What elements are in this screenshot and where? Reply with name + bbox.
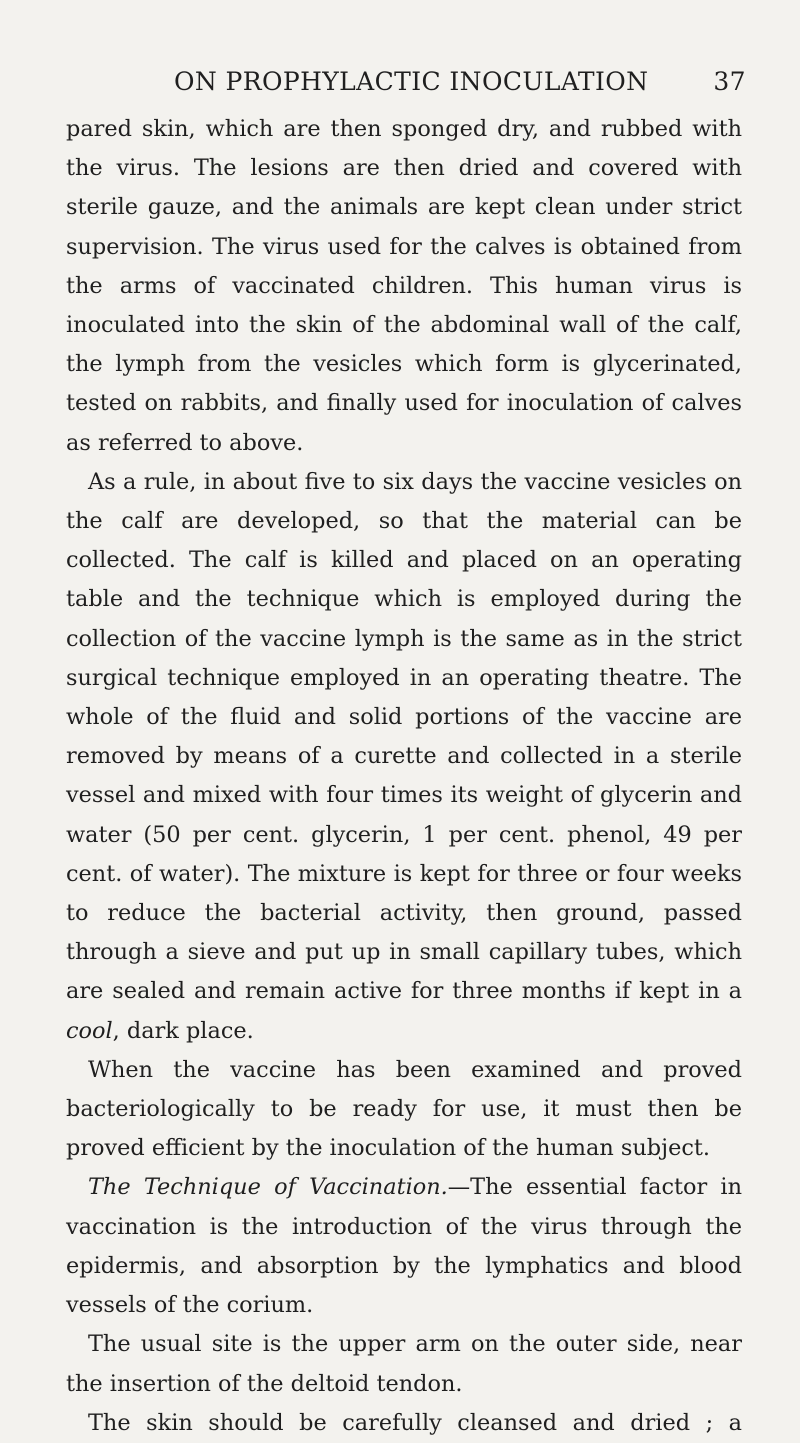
section-heading: The Technique of Vaccination. bbox=[88, 1174, 448, 1201]
paragraph-1 bbox=[66, 110, 742, 463]
paragraph-text-end: , dark place. bbox=[112, 1017, 254, 1044]
paragraph-text: As a rule, in about five to six days the vaccine vesicles on the calf are developed, so that the material can be collected. The calf is killed and placed on an operating table and the technique which is employed during the collection of the vaccine lymph is the same as in the strict surgical technique employed in an operating theatre. The whole of the fluid and solid portions of the vaccine are removed by means of a curette and collected in a sterile vessel and mixed with four times its weight of glycerin and water (50 per cent. glycerin, 1 per cent. phenol, 49 per cent. of water). The mixture is kept for three or four weeks to reduce the bacterial activity, then ground, passed through a sieve and put up in small capillary tubes, which are sealed and remain active for three months if kept in a bbox=[66, 468, 742, 1005]
italic-word: cool bbox=[66, 1017, 113, 1044]
paragraph-text: The usual site is the upper arm on the outer side, near the insertion of the deltoid tendon. bbox=[66, 1331, 742, 1397]
paragraph-5 bbox=[66, 1325, 742, 1403]
paragraph-text: —The essential factor in vaccination is the introduction of the virus through the epidermis, and absorption by the lymphatics and blood vessels of the corium. bbox=[66, 1174, 742, 1319]
paragraph-text: pared skin, which are then sponged dry, and rubbed with the virus. The lesions are then dried and covered with sterile gauze, and the animals are kept clean under strict supervision. The virus used for the calves is obtained from the arms of vaccinated children. This human virus is inoculated into the skin of the abdominal wall of the calf, the lymph from the vesicles which form is glycerinated, tested on rabbits, and finally used for inoculation of calves as referred to above. bbox=[66, 116, 742, 456]
running-head bbox=[174, 62, 746, 102]
page-number: 37 bbox=[713, 67, 746, 96]
body-text bbox=[66, 110, 742, 1443]
paragraph-2 bbox=[66, 463, 742, 1051]
paragraph-text: The skin should be carefully cleansed and dried ; a bbox=[88, 1409, 742, 1436]
paragraph-text: When the vaccine has been examined and proved bacteriologically to be ready for use, it must then be proved efficient by the inoculation of the human subject. bbox=[66, 1056, 742, 1162]
paragraph-6 bbox=[66, 1404, 742, 1443]
paragraph-3 bbox=[66, 1051, 742, 1169]
paragraph-4 bbox=[66, 1168, 742, 1325]
running-title: ON PROPHYLACTIC INOCULATION bbox=[174, 67, 649, 96]
